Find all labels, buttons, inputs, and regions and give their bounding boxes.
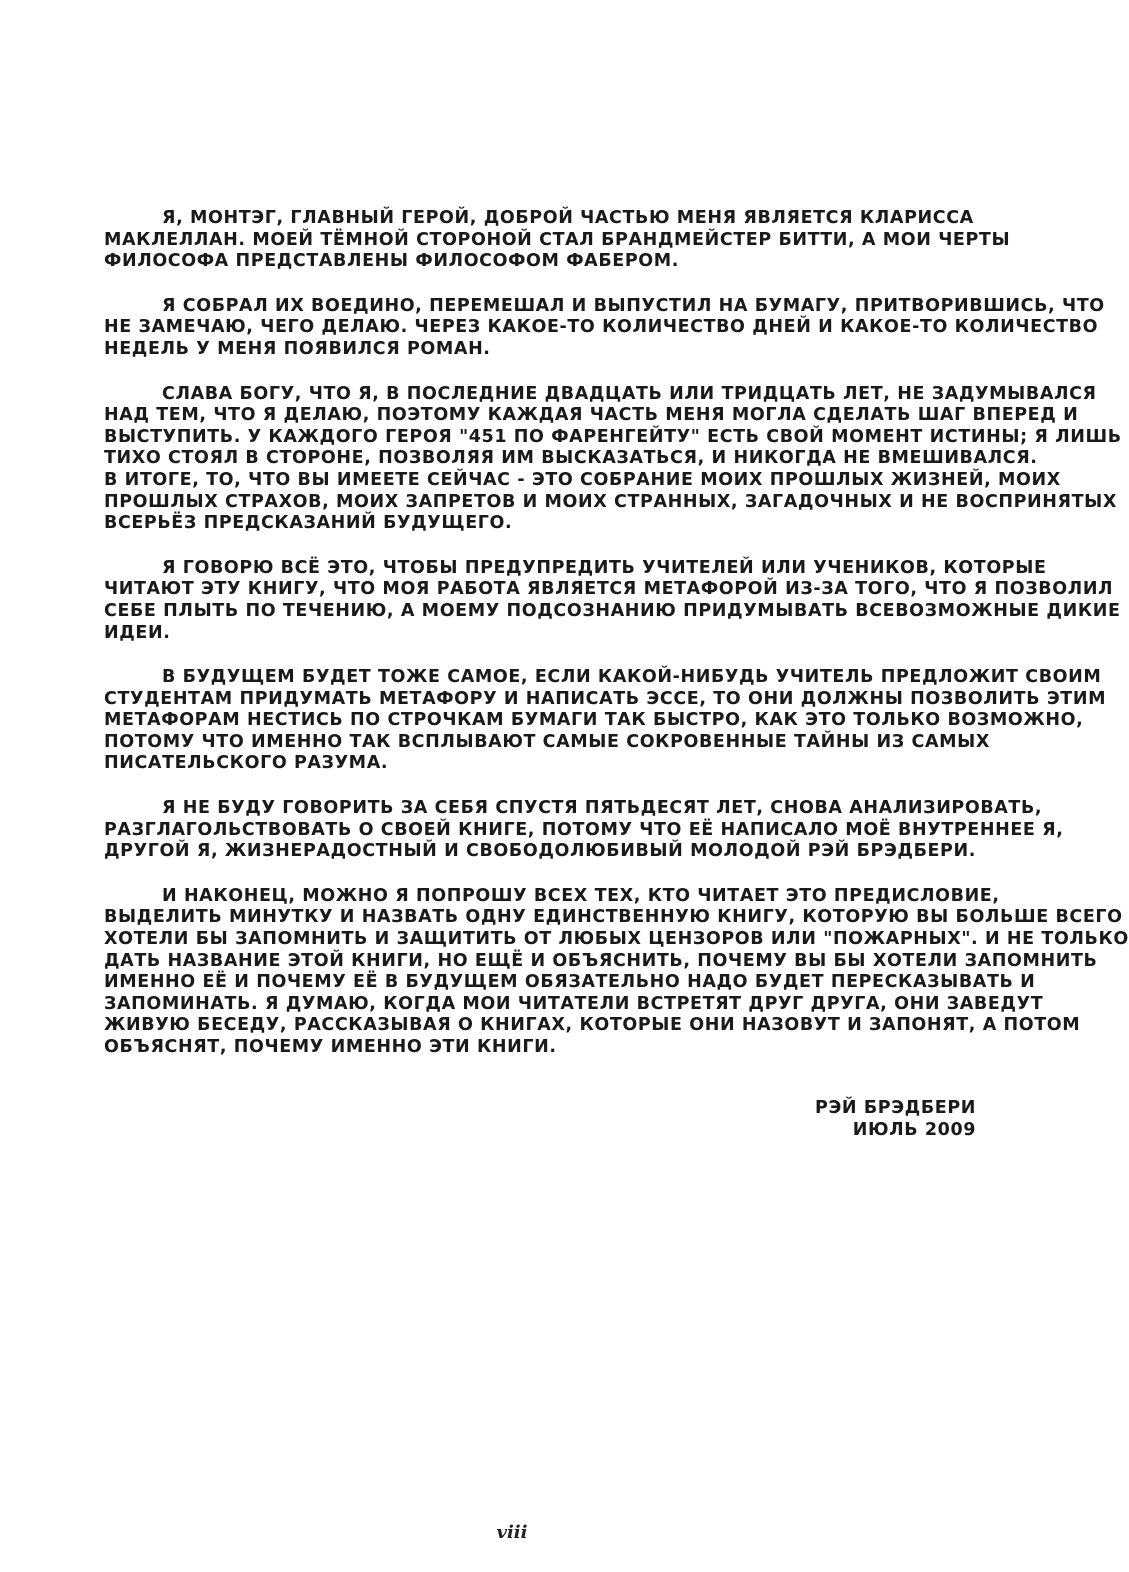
signature-name: РЭЙ БРЭДБЕРИ	[815, 1098, 976, 1118]
paragraph-7	[46, 885, 1129, 1059]
text-line: ДАТЬ НАЗВАНИЕ ЭТОЙ КНИГИ, НО ЕЩЁ И ОБЪЯСНИТЬ, ПОЧЕМУ ВЫ БЫ ХОТЕЛИ ЗАПОМНИТЬ	[104, 950, 1098, 971]
text-line: В ИТОГЕ, ТО, ЧТО ВЫ ИМЕЕТЕ СЕЙЧАС - ЭТО СОБРАНИЕ МОИХ ПРОШЛЫХ ЖИЗНЕЙ, МОИХ	[104, 469, 1061, 490]
text-line: И НАКОНЕЦ, МОЖНО Я ПОПРОШУ ВСЕХ ТЕХ, КТО ЧИТАЕТ ЭТО ПРЕДИСЛОВИЕ,	[162, 885, 1000, 906]
preface-body	[46, 208, 1129, 1082]
text-line: ТИХО СТОЯЛ В СТОРОНЕ, ПОЗВОЛЯЯ ИМ ВЫСКАЗАТЬСЯ, И НИКОГДА НЕ ВМЕШИВАЛСЯ.	[104, 448, 1038, 469]
text-line: ВЫДЕЛИТЬ МИНУТКУ И НАЗВАТЬ ОДНУ ЕДИНСТВЕННУЮ КНИГУ, КОТОРУЮ ВЫ БОЛЬШЕ ВСЕГО	[104, 907, 1123, 928]
text-line: СЛАВА БОГУ, ЧТО Я, В ПОСЛЕДНИЕ ДВАДЦАТЬ ИЛИ ТРИДЦАТЬ ЛЕТ, НЕ ЗАДУМЫВАЛСЯ	[162, 383, 1097, 404]
paragraph-1	[46, 208, 1011, 273]
text-line: ФИЛОСОФА ПРЕДСТАВЛЕНЫ ФИЛОСОФОМ ФАБЕРОМ.	[104, 251, 679, 272]
text-line: ЧИТАЮТ ЭТУ КНИГУ, ЧТО МОЯ РАБОТА ЯВЛЯЕТСЯ МЕТАФОРОЙ ИЗ-ЗА ТОГО, ЧТО Я ПОЗВОЛИЛ	[104, 579, 1114, 600]
text-line: РАЗГЛАГОЛЬСТВОВАТЬ О СВОЕЙ КНИГЕ, ПОТОМУ ЧТО ЕЁ НАПИСАЛО МОЁ ВНУТРЕННЕЕ Я,	[104, 819, 1064, 840]
text-line: В БУДУЩЕМ БУДЕТ ТОЖЕ САМОЕ, ЕСЛИ КАКОЙ-НИБУДЬ УЧИТЕЛЬ ПРЕДЛОЖИТ СВОИМ	[162, 667, 1102, 688]
text-line: Я, МОНТЭГ, ГЛАВНЫЙ ГЕРОЙ, ДОБРОЙ ЧАСТЬЮ МЕНЯ ЯВЛЯЕТСЯ КЛАРИССА	[162, 208, 974, 228]
text-line: ЗАПОМИНАТЬ. Я ДУМАЮ, КОГДА МОИ ЧИТАТЕЛИ ВСТРЕТЯТ ДРУГ ДРУГА, ОНИ ЗАВЕДУТ	[104, 993, 1044, 1014]
text-line: МЕТАФОРАМ НЕСТИСЬ ПО СТРОЧКАМ БУМАГИ ТАК БЫСТРО, КАК ЭТО ТОЛЬКО ВОЗМОЖНО,	[104, 710, 1084, 731]
text-line: ВСЕРЬЁЗ ПРЕДСКАЗАНИЙ БУДУЩЕГО.	[104, 513, 513, 534]
text-line: НАД ТЕМ, ЧТО Я ДЕЛАЮ, ПОЭТОМУ КАЖДАЯ ЧАСТЬ МЕНЯ МОГЛА СДЕЛАТЬ ШАГ ВПЕРЕД И	[104, 405, 1079, 426]
paragraph-4	[46, 557, 1121, 644]
text-line: ПРОШЛЫХ СТРАХОВ, МОИХ ЗАПРЕТОВ И МОИХ СТРАННЫХ, ЗАГАДОЧНЫХ И НЕ ВОСПРИНЯТЫХ	[104, 491, 1117, 512]
text-line: ПИСАТЕЛЬСКОГО РАЗУМА.	[104, 753, 389, 774]
paragraph-3	[46, 383, 1122, 535]
text-line: Я НЕ БУДУ ГОВОРИТЬ ЗА СЕБЯ СПУСТЯ ПЯТЬДЕСЯТ ЛЕТ, СНОВА АНАЛИЗИРОВАТЬ,	[162, 798, 1043, 819]
text-line: ИМЕННО ЕЁ И ПОЧЕМУ ЕЁ В БУДУЩЕМ ОБЯЗАТЕЛЬНО НАДО БУДЕТ ПЕРЕСКАЗЫВАТЬ И	[104, 972, 1036, 993]
text-line: СТУДЕНТАМ ПРИДУМАТЬ МЕТАФОРУ И НАПИСАТЬ ЭССЕ, ТО ОНИ ДОЛЖНЫ ПОЗВОЛИТЬ ЭТИМ	[104, 688, 1107, 709]
text-line: ДРУГОЙ Я, ЖИЗНЕРАДОСТНЫЙ И СВОБОДОЛЮБИВЫЙ МОЛОДОЙ РЭЙ БРЭДБЕРИ.	[104, 841, 976, 862]
text-line: ХОТЕЛИ БЫ ЗАПОМНИТЬ И ЗАЩИТИТЬ ОТ ЛЮБЫХ ЦЕНЗОРОВ ИЛИ "ПОЖАРНЫХ". И НЕ ТОЛЬКО	[104, 929, 1129, 950]
text-line: СЕБЕ ПЛЫТЬ ПО ТЕЧЕНИЮ, А МОЕМУ ПОДСОЗНАНИЮ ПРИДУМЫВАТЬ ВСЕВОЗМОЖНЫЕ ДИКИЕ	[104, 600, 1121, 621]
paragraph-2	[46, 295, 1105, 361]
text-line: Я СОБРАЛ ИХ ВОЕДИНО, ПЕРЕМЕШАЛ И ВЫПУСТИЛ НА БУМАГУ, ПРИТВОРИВШИСЬ, ЧТО	[162, 295, 1105, 316]
signature-date: ИЮЛЬ 2009	[852, 1120, 976, 1140]
text-line: НЕДЕЛЬ У МЕНЯ ПОЯВИЛСЯ РОМАН.	[104, 338, 491, 359]
paragraph-5	[46, 667, 1107, 775]
text-line: НЕ ЗАМЕЧАЮ, ЧЕГО ДЕЛАЮ. ЧЕРЕЗ КАКОЕ-ТО КОЛИЧЕСТВО ДНЕЙ И КАКОЕ-ТО КОЛИЧЕСТВО	[104, 317, 1099, 338]
page-number: viii	[496, 1522, 528, 1543]
text-line: ВЫСТУПИТЬ. У КАЖДОГО ГЕРОЯ "451 ПО ФАРЕНГЕЙТУ" ЕСТЬ СВОЙ МОМЕНТ ИСТИНЫ; Я ЛИШЬ	[104, 426, 1122, 447]
text-line: Я ГОВОРЮ ВСЁ ЭТО, ЧТОБЫ ПРЕДУПРЕДИТЬ УЧИТЕЛЕЙ ИЛИ УЧЕНИКОВ, КОТОРЫЕ	[162, 557, 1047, 578]
text-line: ЖИВУЮ БЕСЕДУ, РАССКАЗЫВАЯ О КНИГАХ, КОТОРЫЕ ОНИ НАЗОВУТ И ЗАПОНЯТ, А ПОТОМ	[104, 1015, 1081, 1036]
signature	[815, 1097, 976, 1141]
text-line: ИДЕИ.	[104, 622, 171, 643]
text-line: ОБЪЯСНЯТ, ПОЧЕМУ ИМЕННО ЭТИ КНИГИ.	[104, 1037, 557, 1057]
text-line: МАКЛЕЛЛАН. МОЕЙ ТЁМНОЙ СТОРОНОЙ СТАЛ БРАНДМЕЙСТЕР БИТТИ, А МОИ ЧЕРТЫ	[104, 229, 1011, 250]
text-line: ПОТОМУ ЧТО ИМЕННО ТАК ВСПЛЫВАЮТ САМЫЕ СОКРОВЕННЫЕ ТАЙНЫ ИЗ САМЫХ	[104, 731, 990, 752]
paragraph-6	[46, 798, 1064, 863]
